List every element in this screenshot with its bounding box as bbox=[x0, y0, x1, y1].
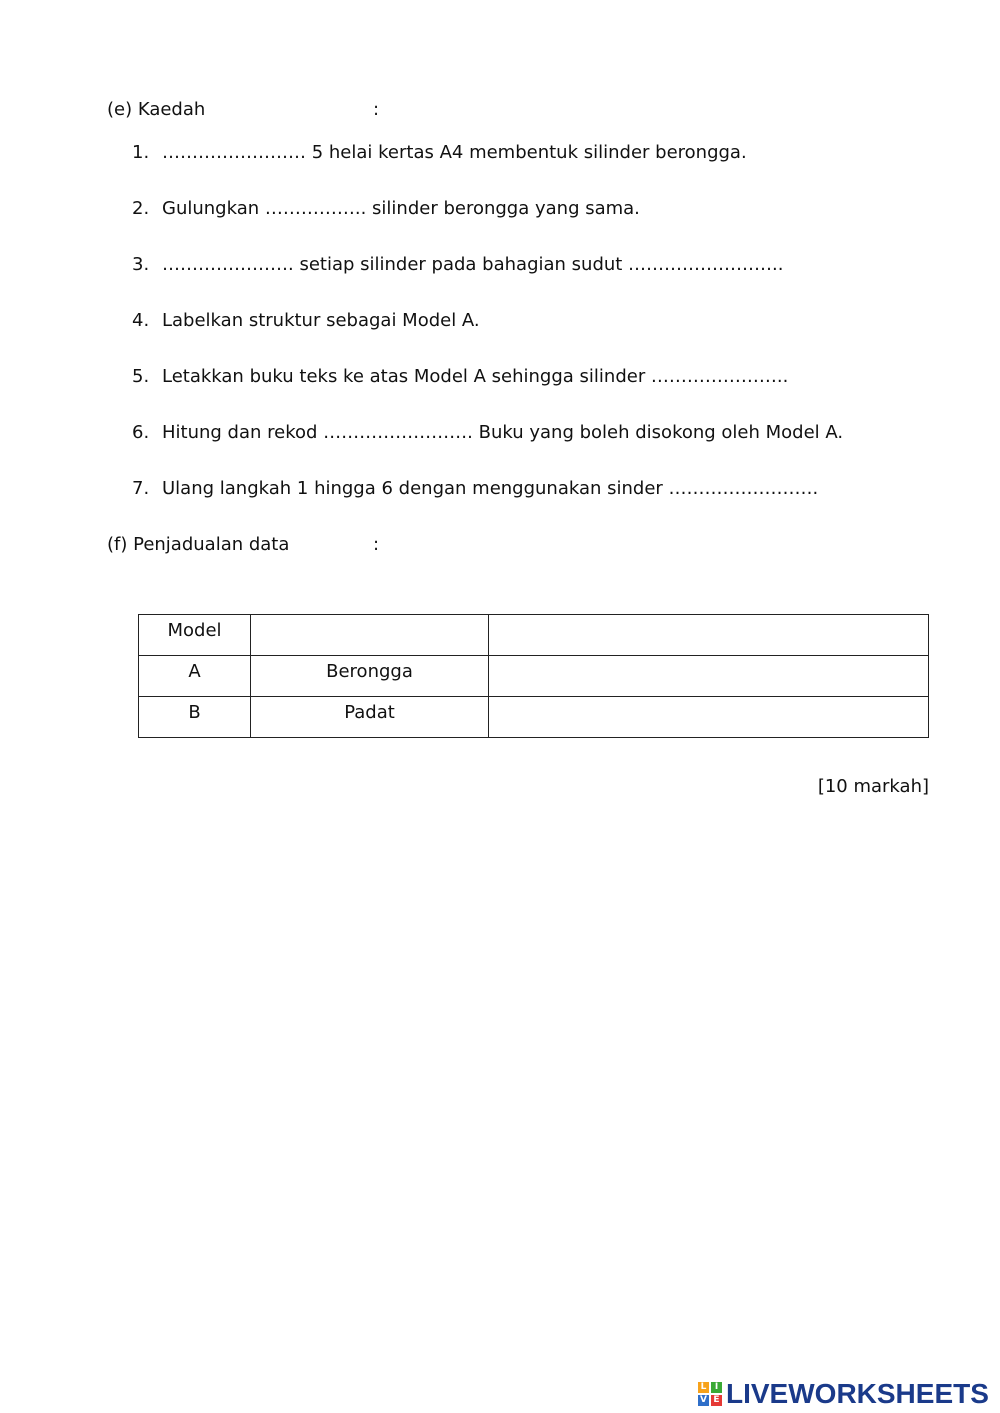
table-cell: A bbox=[139, 656, 251, 697]
step-number: 1. bbox=[132, 142, 150, 163]
step-item bbox=[132, 366, 788, 388]
table-cell[interactable] bbox=[489, 656, 929, 697]
step-text: …………………. setiap silinder pada bahagian sudut …………………….. bbox=[162, 254, 784, 275]
table-header-cell[interactable] bbox=[251, 615, 489, 656]
step-item bbox=[132, 142, 747, 164]
table-cell[interactable] bbox=[489, 697, 929, 738]
table-header-row bbox=[139, 615, 929, 656]
table-cell: B bbox=[139, 697, 251, 738]
step-text: Hitung dan rekod ……………………. Buku yang boleh disokong oleh Model A. bbox=[162, 422, 844, 443]
step-number: 7. bbox=[132, 478, 150, 499]
logo-text: LIVEWORKSHEETS bbox=[726, 1378, 989, 1409]
logo-tile: L bbox=[698, 1382, 709, 1393]
table-row bbox=[139, 697, 929, 738]
step-number: 3. bbox=[132, 254, 150, 275]
section-f-label: (f) Penjadualan data bbox=[107, 534, 290, 555]
step-number: 4. bbox=[132, 310, 150, 331]
step-number: 5. bbox=[132, 366, 150, 387]
data-table bbox=[138, 614, 929, 738]
liveworksheets-logo bbox=[698, 1379, 989, 1409]
step-text: Ulang langkah 1 hingga 6 dengan menggunakan sinder ……………………. bbox=[162, 478, 819, 499]
step-number: 6. bbox=[132, 422, 150, 443]
table-cell: Padat bbox=[251, 697, 489, 738]
step-text: Gulungkan …………….. silinder berongga yang sama. bbox=[162, 198, 640, 219]
section-e-colon: : bbox=[373, 99, 380, 120]
table-header-cell[interactable] bbox=[489, 615, 929, 656]
table-cell: Berongga bbox=[251, 656, 489, 697]
logo-tile: I bbox=[711, 1382, 722, 1393]
step-item bbox=[132, 254, 784, 276]
table-row bbox=[139, 656, 929, 697]
step-text: …………………… 5 helai kertas A4 membentuk silinder berongga. bbox=[162, 142, 747, 163]
step-item bbox=[132, 422, 843, 444]
step-item bbox=[132, 198, 640, 220]
logo-tile: E bbox=[711, 1395, 722, 1406]
step-item bbox=[132, 310, 480, 332]
step-text: Labelkan struktur sebagai Model A. bbox=[162, 310, 480, 331]
step-item bbox=[132, 478, 818, 500]
step-number: 2. bbox=[132, 198, 150, 219]
section-f-colon: : bbox=[373, 534, 380, 555]
logo-tiles-icon bbox=[698, 1382, 722, 1406]
section-e-label: (e) Kaedah bbox=[107, 99, 206, 120]
step-text: Letakkan buku teks ke atas Model A sehingga silinder ………………….. bbox=[162, 366, 789, 387]
marks-label: [10 markah] bbox=[817, 776, 929, 797]
logo-tile: V bbox=[698, 1395, 709, 1406]
table-header-cell: Model bbox=[139, 615, 251, 656]
